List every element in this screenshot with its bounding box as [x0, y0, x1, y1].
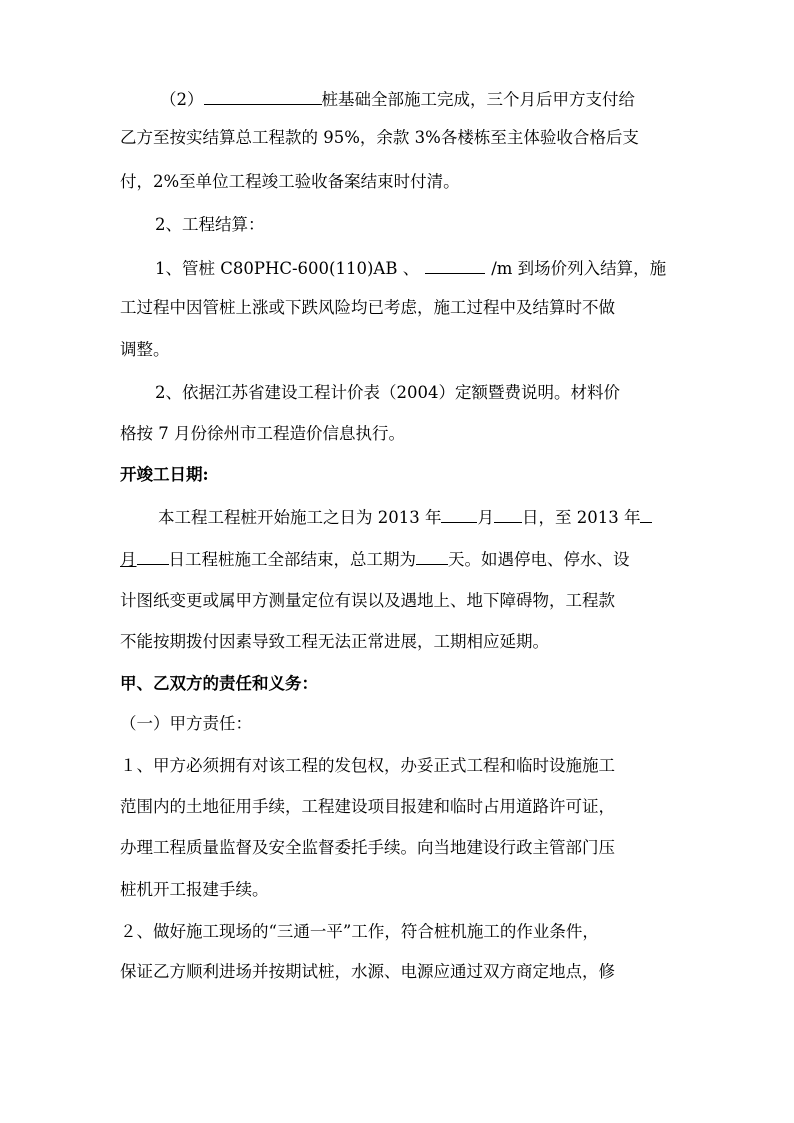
paragraph-payment-line-3: 付，2%至单位工程竣工验收备案结束时付清。 [120, 172, 460, 191]
heading-start-completion-dates: 开竣工日期: [120, 465, 209, 484]
paragraph-schedule-line-2 [120, 548, 630, 570]
blank-field [640, 506, 652, 523]
text-segment: 月 [477, 508, 494, 527]
heading-party-duties: 甲、乙双方的责任和义务： [120, 674, 318, 693]
paragraph-duty-1-line-2: 范围内的土地征用手续，工程建设项目报建和临时占用道路许可证， [120, 797, 615, 816]
paragraph-pile-price-line-3: 调整。 [120, 340, 170, 359]
heading-settlement: 2、工程结算： [155, 215, 265, 234]
paragraph-pricing-basis-line-2: 格按 7 月份徐州市工程造价信息执行。 [120, 424, 405, 443]
paragraph-pile-price-line-1 [155, 257, 666, 279]
text-segment: （2） [160, 90, 204, 109]
paragraph-schedule-line-4: 不能按期拨付因素导致工程无法正常进展，工期相应延期。 [120, 632, 549, 651]
paragraph-duty-2-line-1: ２、做好施工现场的“三通一平”工作，符合桩机施工的作业条件， [120, 922, 599, 941]
blank-field [137, 548, 169, 565]
text-segment: /m 到场价列入结算，施 [491, 259, 667, 278]
text-segment: 日工程桩施工全部结束，总工期为 [168, 550, 416, 569]
paragraph-duty-1-line-4: 桩机开工报建手续。 [120, 880, 269, 899]
paragraph-pile-price-line-2: 工过程中因管桩上涨或下跌风险均已考虑，施工过程中及结算时不做 [120, 298, 615, 317]
blank-field [204, 88, 322, 105]
blank-field [441, 506, 477, 523]
text-segment: 1、管桩 C80PHC-600(110)AB 、 [155, 259, 420, 278]
paragraph-duty-2-line-2: 保证乙方顺利进场并按期试桩，水源、电源应通过双方商定地点，修 [120, 962, 615, 981]
blank-field [494, 506, 522, 523]
blank-field [425, 257, 485, 274]
subheading-party-a-duties: （一）甲方责任： [120, 714, 252, 733]
text-segment: 月 [120, 550, 137, 569]
paragraph-schedule-line-3: 计图纸变更或属甲方测量定位有误以及遇地上、地下障碍物，工程款 [120, 591, 615, 610]
text-segment: 天。如遇停电、停水、设 [448, 550, 630, 569]
text-segment: 日，至 2013 年 [521, 508, 641, 527]
blank-field [416, 548, 448, 565]
paragraph-pricing-basis-line-1: 2、依据江苏省建设工程计价表（2004）定额暨费说明。材料价 [155, 383, 620, 402]
paragraph-duty-1-line-3: 办理工程质量监督及安全监督委托手续。向当地建设行政主管部门压 [120, 838, 615, 857]
text-segment: 本工程工程桩开始施工之日为 2013 年 [158, 508, 442, 527]
paragraph-duty-1-line-1: １、甲方必须拥有对该工程的发包权，办妥正式工程和临时设施施工 [120, 756, 615, 775]
paragraph-payment-line-1 [160, 88, 635, 110]
paragraph-schedule-line-1 [158, 506, 652, 528]
paragraph-payment-line-2: 乙方至按实结算总工程款的 95%，余款 3%各楼栋至主体验收合格后支 [120, 128, 639, 147]
text-segment: 桩基础全部施工完成，三个月后甲方支付给 [321, 90, 635, 109]
